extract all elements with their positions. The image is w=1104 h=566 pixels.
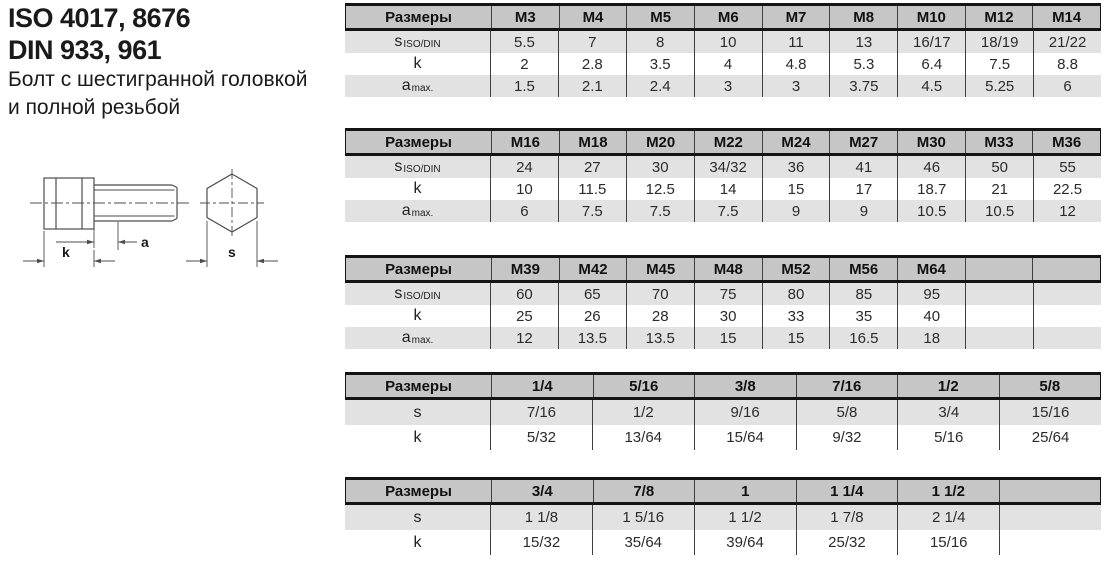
row-label — [345, 75, 490, 97]
value-cell: 30 — [626, 156, 694, 178]
column-header: M16 — [491, 131, 559, 153]
value-cell: 36 — [762, 156, 830, 178]
column-header: 7/8 — [593, 480, 695, 502]
column-header: M7 — [762, 6, 830, 28]
column-header: M14 — [1032, 6, 1100, 28]
column-header: M64 — [897, 258, 965, 280]
row-label-symbol: k — [413, 180, 422, 197]
value-cell: 27 — [558, 156, 626, 178]
column-header: 3/4 — [491, 480, 593, 502]
value-cell: 7.5 — [965, 53, 1033, 75]
value-cell: 6 — [1033, 75, 1101, 97]
column-header: 1 1/4 — [796, 480, 898, 502]
bolt-drawing-svg — [0, 166, 290, 306]
dimension-a — [56, 222, 149, 250]
value-cell: 7 — [558, 31, 626, 53]
value-cell: 2.4 — [626, 75, 694, 97]
value-cell: 2 — [490, 53, 558, 75]
dimension-s-label: s — [228, 244, 236, 260]
title-block — [8, 2, 338, 122]
column-header: 1 1/2 — [897, 480, 999, 502]
value-cell: 21/22 — [1033, 31, 1101, 53]
row-label-symbol: k — [413, 307, 422, 324]
value-cell — [965, 305, 1033, 327]
value-cell: 2 1/4 — [897, 505, 999, 530]
table-row — [345, 200, 1101, 222]
value-cell: 10 — [490, 178, 558, 200]
value-cell: 5.25 — [965, 75, 1033, 97]
table-row — [345, 400, 1101, 425]
bolt-diagram — [0, 166, 290, 306]
value-cell: 30 — [694, 305, 762, 327]
table-row — [345, 305, 1101, 327]
row-label — [345, 156, 490, 178]
value-cell: 15/32 — [490, 530, 592, 555]
value-cell: 95 — [897, 283, 965, 305]
value-cell: 15 — [762, 178, 830, 200]
row-label — [345, 400, 490, 425]
table-header-label: Размеры — [385, 260, 452, 278]
row-label-symbol: s — [394, 285, 403, 302]
table-row — [345, 75, 1101, 97]
column-header: 1 — [694, 480, 796, 502]
value-cell: 10.5 — [965, 200, 1033, 222]
value-cell: 13/64 — [592, 425, 694, 450]
value-cell: 13.5 — [626, 327, 694, 349]
row-label-symbol: s — [413, 403, 422, 421]
spec-table-5 — [345, 477, 1101, 555]
value-cell: 8 — [626, 31, 694, 53]
value-cell: 2.8 — [558, 53, 626, 75]
value-cell: 4 — [694, 53, 762, 75]
column-header: M36 — [1032, 131, 1100, 153]
row-label-symbol: s — [413, 508, 422, 526]
value-cell — [965, 283, 1033, 305]
value-cell: 10 — [694, 31, 762, 53]
value-cell: 3 — [762, 75, 830, 97]
value-cell: 1 5/16 — [592, 505, 694, 530]
value-cell: 9/16 — [694, 400, 796, 425]
table-row — [345, 178, 1101, 200]
value-cell: 25/64 — [999, 425, 1101, 450]
value-cell: 3.5 — [626, 53, 694, 75]
value-cell: 1/2 — [592, 400, 694, 425]
value-cell: 1 7/8 — [796, 505, 898, 530]
value-cell: 5/32 — [490, 425, 592, 450]
column-header: M48 — [694, 258, 762, 280]
value-cell: 18.7 — [897, 178, 965, 200]
value-cell: 5.5 — [490, 31, 558, 53]
product-description-line2: и полной резьбой — [8, 96, 181, 119]
value-cell: 21 — [965, 178, 1033, 200]
value-cell: 15/16 — [999, 400, 1101, 425]
value-cell: 9 — [829, 200, 897, 222]
column-header: M20 — [626, 131, 694, 153]
column-header: M4 — [559, 6, 627, 28]
column-header: M45 — [626, 258, 694, 280]
value-cell: 24 — [490, 156, 558, 178]
table-row — [345, 327, 1101, 349]
value-cell: 14 — [694, 178, 762, 200]
table-row — [345, 53, 1101, 75]
row-label — [345, 31, 490, 53]
dimension-k-label: k — [62, 244, 70, 260]
value-cell: 3/4 — [897, 400, 999, 425]
value-cell: 34/32 — [694, 156, 762, 178]
spec-table-4 — [345, 372, 1101, 450]
value-cell: 9/32 — [796, 425, 898, 450]
value-cell: 28 — [626, 305, 694, 327]
product-description-line1: Болт с шестигранной головкой — [8, 68, 308, 91]
dimension-tables — [345, 0, 1101, 566]
standard-din: DIN 933, 961 — [8, 35, 162, 65]
value-cell: 46 — [897, 156, 965, 178]
table-header-row — [345, 480, 1101, 505]
value-cell: 25/32 — [796, 530, 898, 555]
value-cell: 60 — [490, 283, 558, 305]
value-cell: 16.5 — [829, 327, 897, 349]
table-header-row — [345, 6, 1101, 31]
column-header: M39 — [491, 258, 559, 280]
value-cell: 70 — [626, 283, 694, 305]
value-cell: 33 — [762, 305, 830, 327]
column-header: 3/8 — [694, 375, 796, 397]
column-header — [1032, 258, 1100, 280]
table-row — [345, 156, 1101, 178]
value-cell: 7.5 — [558, 200, 626, 222]
column-header: M24 — [762, 131, 830, 153]
row-label-subscript: max. — [411, 335, 434, 346]
row-label-subscript: ISO/DIN — [403, 39, 441, 50]
value-cell: 75 — [694, 283, 762, 305]
value-cell: 15 — [762, 327, 830, 349]
value-cell: 5/8 — [796, 400, 898, 425]
value-cell: 12 — [1033, 200, 1101, 222]
value-cell: 9 — [762, 200, 830, 222]
value-cell: 17 — [829, 178, 897, 200]
value-cell: 18/19 — [965, 31, 1033, 53]
row-label-subscript: ISO/DIN — [403, 164, 441, 175]
value-cell — [999, 530, 1101, 555]
value-cell: 12.5 — [626, 178, 694, 200]
table-row — [345, 425, 1101, 450]
table-header-row — [345, 375, 1101, 400]
value-cell: 4.5 — [897, 75, 965, 97]
row-label — [345, 327, 490, 349]
row-label-symbol: a — [401, 77, 411, 94]
value-cell: 2.1 — [558, 75, 626, 97]
value-cell: 16/17 — [897, 31, 965, 53]
spec-table-3 — [345, 255, 1101, 349]
column-header: M52 — [762, 258, 830, 280]
row-label — [345, 200, 490, 222]
value-cell: 11.5 — [558, 178, 626, 200]
row-label — [345, 530, 490, 555]
standard-iso: ISO 4017, 8676 — [8, 3, 191, 33]
value-cell: 85 — [829, 283, 897, 305]
value-cell: 6.4 — [897, 53, 965, 75]
row-label-symbol: s — [394, 158, 403, 175]
value-cell: 50 — [965, 156, 1033, 178]
table-header-label: Размеры — [385, 8, 452, 26]
row-label — [345, 53, 490, 75]
column-header: 5/8 — [999, 375, 1101, 397]
value-cell: 55 — [1033, 156, 1101, 178]
dimension-k — [23, 231, 115, 267]
value-cell: 7.5 — [626, 200, 694, 222]
column-header: 5/16 — [593, 375, 695, 397]
value-cell: 7.5 — [694, 200, 762, 222]
value-cell: 35 — [829, 305, 897, 327]
value-cell: 26 — [558, 305, 626, 327]
value-cell — [965, 327, 1033, 349]
spec-table-1 — [345, 3, 1101, 97]
value-cell: 5.3 — [829, 53, 897, 75]
value-cell: 5/16 — [897, 425, 999, 450]
value-cell: 22.5 — [1033, 178, 1101, 200]
value-cell: 39/64 — [694, 530, 796, 555]
table-header-row — [345, 131, 1101, 156]
row-label-symbol: k — [413, 55, 422, 72]
value-cell: 25 — [490, 305, 558, 327]
value-cell: 7/16 — [490, 400, 592, 425]
value-cell — [1033, 327, 1101, 349]
value-cell: 15/16 — [897, 530, 999, 555]
row-label — [345, 505, 490, 530]
column-header: M42 — [559, 258, 627, 280]
row-label — [345, 425, 490, 450]
row-label-subscript: ISO/DIN — [403, 291, 441, 302]
row-label-symbol: a — [401, 202, 411, 219]
column-header: M56 — [829, 258, 897, 280]
table-header-label: Размеры — [385, 133, 452, 151]
row-label-subscript: max. — [411, 83, 434, 94]
row-label — [345, 178, 490, 200]
table-header-label: Размеры — [385, 377, 452, 395]
value-cell: 65 — [558, 283, 626, 305]
value-cell — [999, 505, 1101, 530]
column-header — [999, 480, 1101, 502]
value-cell: 11 — [762, 31, 830, 53]
column-header: 1/2 — [897, 375, 999, 397]
value-cell: 1 1/2 — [694, 505, 796, 530]
bolt-side-view — [30, 178, 192, 229]
value-cell: 35/64 — [592, 530, 694, 555]
row-label-symbol: k — [413, 428, 422, 446]
column-header: M5 — [626, 6, 694, 28]
value-cell: 41 — [829, 156, 897, 178]
column-header: M30 — [897, 131, 965, 153]
value-cell — [1033, 283, 1101, 305]
bolt-front-view — [200, 169, 264, 237]
value-cell: 13 — [829, 31, 897, 53]
table-header-row — [345, 258, 1101, 283]
table-row — [345, 530, 1101, 555]
value-cell: 80 — [762, 283, 830, 305]
value-cell: 1.5 — [490, 75, 558, 97]
value-cell: 4.8 — [762, 53, 830, 75]
row-label-symbol: k — [413, 533, 422, 551]
row-label-symbol: a — [401, 329, 411, 346]
row-label — [345, 283, 490, 305]
column-header: M12 — [965, 6, 1033, 28]
column-header: 7/16 — [796, 375, 898, 397]
value-cell: 8.8 — [1033, 53, 1101, 75]
value-cell: 3 — [694, 75, 762, 97]
row-label-symbol: s — [394, 33, 403, 50]
value-cell: 18 — [897, 327, 965, 349]
dimension-a-label: a — [141, 234, 149, 250]
value-cell: 15/64 — [694, 425, 796, 450]
value-cell: 3.75 — [829, 75, 897, 97]
table-row — [345, 283, 1101, 305]
value-cell: 12 — [490, 327, 558, 349]
value-cell: 40 — [897, 305, 965, 327]
column-header: M10 — [897, 6, 965, 28]
value-cell: 6 — [490, 200, 558, 222]
spec-table-2 — [345, 128, 1101, 222]
column-header: 1/4 — [491, 375, 593, 397]
column-header: M22 — [694, 131, 762, 153]
column-header: M3 — [491, 6, 559, 28]
value-cell: 1 1/8 — [490, 505, 592, 530]
column-header: M6 — [694, 6, 762, 28]
column-header: M8 — [829, 6, 897, 28]
value-cell — [1033, 305, 1101, 327]
table-row — [345, 31, 1101, 53]
table-header-label: Размеры — [385, 482, 452, 500]
table-row — [345, 505, 1101, 530]
row-label-subscript: max. — [411, 208, 434, 219]
column-header: M27 — [829, 131, 897, 153]
column-header: M18 — [559, 131, 627, 153]
value-cell: 15 — [694, 327, 762, 349]
column-header: M33 — [965, 131, 1033, 153]
row-label — [345, 305, 490, 327]
value-cell: 10.5 — [897, 200, 965, 222]
column-header — [965, 258, 1033, 280]
value-cell: 13.5 — [558, 327, 626, 349]
